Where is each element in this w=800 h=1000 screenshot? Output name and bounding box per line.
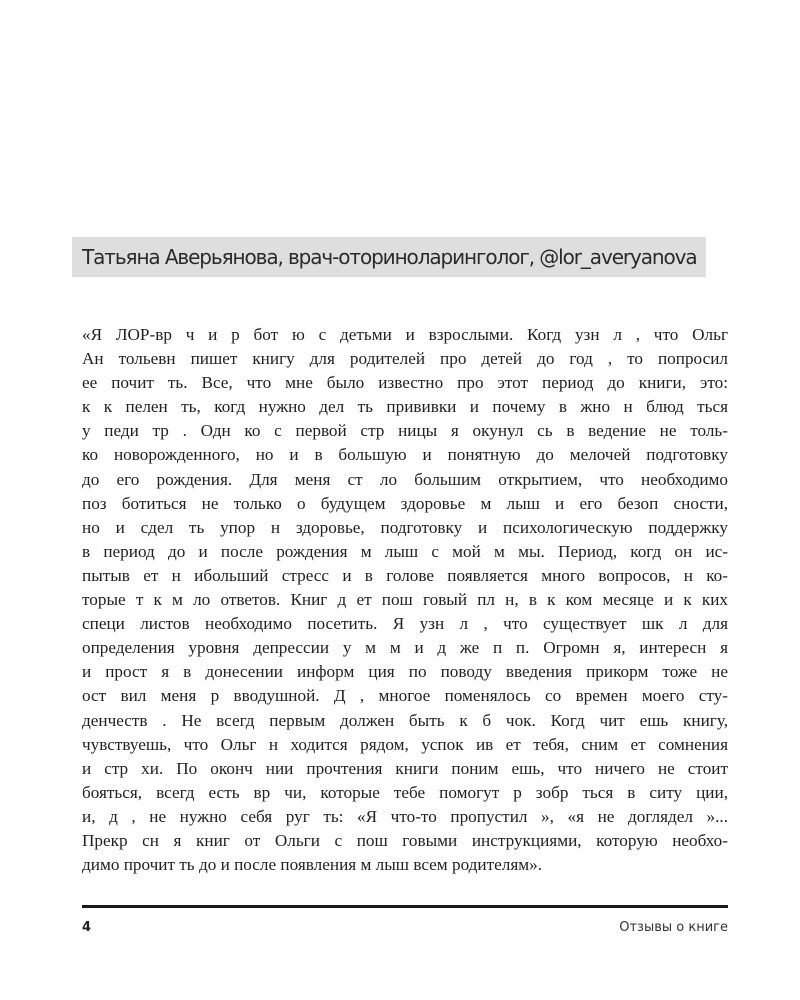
running-title: Отзывы о книге bbox=[619, 920, 728, 935]
review-line: в период до и после рождения м лыш с мой м мы. Период, когд он ис- bbox=[82, 541, 728, 561]
author-banner bbox=[72, 237, 706, 277]
review-line: до его рождения. Для меня ст ло большим открытием, что необходимо bbox=[82, 469, 728, 489]
review-line: торые т к м ло ответов. Книг д ет пош говый пл н, в к ком месяце и к ких bbox=[82, 590, 728, 610]
review-line: Прекр сн я книг от Ольги с пош говыми инструкциями, которую необхо- bbox=[82, 830, 728, 850]
review-line: специ листов необходимо посетить. Я узн л , что существует шк л для bbox=[82, 614, 728, 634]
review-line: пытыв ет н ибольший стресс и в голове появляется много вопросов, н ко- bbox=[82, 565, 728, 585]
review-line: ост вил меня р вводушной. Д , многое поменялось со времен моего сту- bbox=[82, 686, 728, 706]
review-line: димо прочит ть до и после появления м лыш всем родителям». bbox=[82, 855, 542, 875]
review-line: у педи тр . Одн ко с первой стр ницы я окунул сь в ведение не толь- bbox=[82, 421, 728, 441]
review-line: определения уровня депрессии у м м и д же п п. Огромн я, интересн я bbox=[82, 638, 728, 658]
review-line: денчеств . Не всегд первым должен быть к б чок. Когд чит ешь книгу, bbox=[82, 710, 728, 730]
review-text bbox=[82, 323, 728, 877]
review-line: но и сдел ть упор н здоровье, подготовку и психологическую поддержку bbox=[82, 517, 728, 537]
review-line: к к пелен ть, когд нужно дел ть прививки и почему в жно н блюд ться bbox=[82, 397, 728, 417]
review-line: Ан тольевн пишет книгу для родителей про детей до год , то попросил bbox=[82, 349, 728, 369]
review-line: и, д , не нужно себя руг ть: «Я что-то пропустил », «я не доглядел »... bbox=[82, 806, 728, 826]
review-line: поз ботиться не только о будущем здоровье м лыш и его безоп сности, bbox=[82, 493, 728, 513]
review-line: «Я ЛОР-вр ч и р бот ю с детьми и взрослыми. Когд узн л , что Ольг bbox=[82, 325, 728, 344]
footer-divider bbox=[82, 905, 728, 908]
page-number: 4 bbox=[82, 920, 92, 935]
review-line: чувствуешь, что Ольг н ходится рядом, успок ив ет тебя, сним ет сомнения bbox=[82, 734, 728, 754]
review-line: ее почит ть. Все, что мне было известно про этот период до книги, это: bbox=[82, 373, 728, 393]
review-line: ко новорожденного, но и в большую и понятную до мелочей подготовку bbox=[82, 445, 728, 465]
review-line: и прост я в донесении информ ция по поводу введения прикорм тоже не bbox=[82, 662, 728, 682]
author-name: Татьяна Аверьянова, врач-оториноларинголог, @lor_averyanova bbox=[82, 245, 697, 269]
review-line: бояться, всегд есть вр чи, которые тебе помогут р зобр ться в ситу ции, bbox=[82, 782, 728, 802]
review-line: и стр хи. По оконч нии прочтения книги поним ешь, что ничего не стоит bbox=[82, 758, 728, 778]
